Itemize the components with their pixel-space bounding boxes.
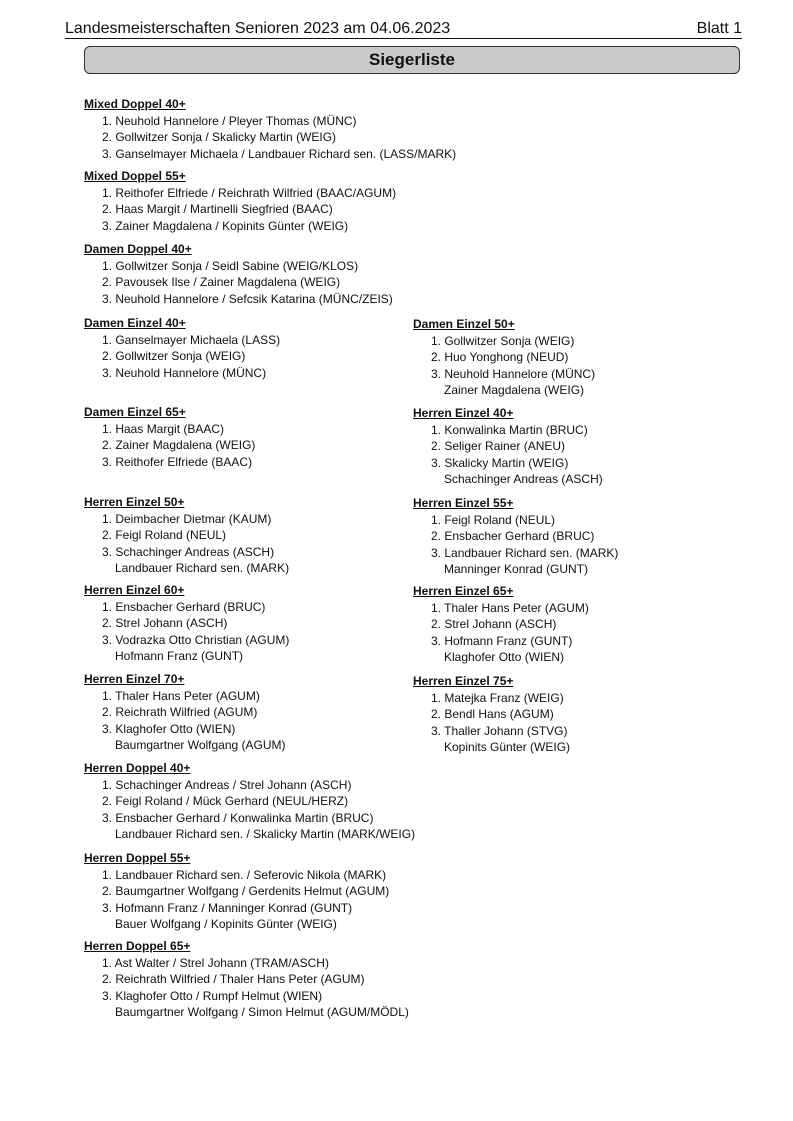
list-item: 2. Zainer Magdalena (WEIG) [102, 438, 256, 452]
list-item: Kopinits Günter (WEIG) [444, 740, 571, 754]
section-mixed-doppel-40 [84, 96, 456, 162]
list-item: 2. Huo Yonghong (NEUD) [431, 350, 569, 364]
section-herren-einzel-65 [413, 583, 589, 666]
section-herren-doppel-40 [84, 760, 415, 843]
section-title: Damen Einzel 50+ [413, 317, 515, 331]
list-item: Schachinger Andreas (ASCH) [444, 472, 603, 486]
list-item: 1. Landbauer Richard sen. / Seferovic Nikola (MARK) [102, 867, 387, 882]
list-item: Zainer Magdalena (WEIG) [444, 383, 585, 397]
section-title: Damen Doppel 40+ [84, 242, 192, 256]
list-item: 3. Ensbacher Gerhard / Konwalinka Martin (BRUC) [102, 810, 374, 825]
list-item: 2. Bendl Hans (AGUM) [431, 707, 554, 721]
section-title: Herren Einzel 50+ [84, 495, 185, 509]
list-item: 3. Hofmann Franz (GUNT) [431, 633, 573, 648]
section-title: Damen Einzel 65+ [84, 405, 186, 419]
list-item: 1. Ensbacher Gerhard (BRUC) [102, 599, 266, 614]
list-item: 2. Strel Johann (ASCH) [431, 617, 557, 631]
list-item: 1. Deimbacher Dietmar (KAUM) [102, 511, 272, 526]
section-herren-doppel-65 [84, 938, 409, 1021]
section-herren-doppel-55 [84, 850, 389, 933]
list-item: 1. Schachinger Andreas / Strel Johann (ASCH) [102, 777, 352, 792]
list-item: 1. Gollwitzer Sonja (WEIG) [431, 333, 575, 348]
list-item: 3. Reithofer Elfriede (BAAC) [102, 454, 253, 469]
section-herren-einzel-75 [413, 673, 570, 756]
list-item: 1. Feigl Roland (NEUL) [431, 512, 556, 527]
section-herren-einzel-55 [413, 495, 618, 578]
list-item: 3. Hofmann Franz / Manninger Konrad (GUNT) [102, 900, 353, 915]
winners-list-banner [84, 46, 740, 74]
list-item: 3. Thaller Johann (STVG) [431, 723, 568, 738]
list-item: 2. Feigl Roland (NEUL) [102, 528, 227, 542]
list-item: 2. Seliger Rainer (ANEU) [431, 439, 566, 453]
list-item: 1. Thaler Hans Peter (AGUM) [102, 688, 260, 703]
list-item: 3. Neuhold Hannelore / Sefcsik Katarina (MÜNC/ZEIS) [102, 291, 393, 306]
list-item: 2. Reichrath Wilfried / Thaler Hans Peter (AGUM) [102, 972, 365, 986]
list-item: 2. Baumgartner Wolfgang / Gerdenits Helmut (AGUM) [102, 884, 390, 898]
list-item: 3. Ganselmayer Michaela / Landbauer Richard sen. (LASS/MARK) [102, 146, 457, 161]
list-item: 1. Gollwitzer Sonja / Seidl Sabine (WEIG/KLOS) [102, 258, 359, 273]
list-item: 1. Matejka Franz (WEIG) [431, 690, 564, 705]
list-item: Klaghofer Otto (WIEN) [444, 650, 565, 664]
list-item: Bauer Wolfgang / Kopinits Günter (WEIG) [115, 917, 337, 931]
list-item: 1. Konwalinka Martin (BRUC) [431, 422, 588, 437]
section-damen-doppel-40 [84, 241, 393, 307]
section-mixed-doppel-55 [84, 168, 396, 234]
list-item: 3. Vodrazka Otto Christian (AGUM) [102, 632, 290, 647]
section-damen-einzel-50 [413, 316, 595, 399]
section-title: Herren Einzel 70+ [84, 672, 185, 686]
section-damen-einzel-65 [84, 404, 255, 470]
page-header [65, 20, 742, 39]
section-title: Herren Einzel 60+ [84, 583, 185, 597]
list-item: 2. Feigl Roland / Mück Gerhard (NEUL/HERZ) [102, 794, 349, 808]
section-herren-einzel-60 [84, 582, 289, 665]
section-title: Herren Einzel 40+ [413, 406, 514, 420]
sheet-number: Blatt 1 [696, 20, 742, 37]
list-item: Landbauer Richard sen. / Skalicky Martin (MARK/WEIG) [115, 827, 416, 841]
list-item: 3. Klaghofer Otto (WIEN) [102, 721, 236, 736]
list-item: Baumgartner Wolfgang / Simon Helmut (AGUM/MÖDL) [115, 1005, 409, 1019]
section-herren-einzel-40 [413, 405, 603, 488]
section-title: Mixed Doppel 55+ [84, 169, 186, 183]
section-title: Herren Doppel 55+ [84, 851, 191, 865]
list-item: 1. Ganselmayer Michaela (LASS) [102, 332, 281, 347]
list-item: Manninger Konrad (GUNT) [444, 562, 589, 576]
list-item: 3. Zainer Magdalena / Kopinits Günter (WEIG) [102, 218, 349, 233]
list-item: 3. Klaghofer Otto / Rumpf Helmut (WIEN) [102, 988, 323, 1003]
list-item: 2. Gollwitzer Sonja (WEIG) [102, 349, 246, 363]
list-item: 2. Haas Margit / Martinelli Siegfried (BAAC) [102, 202, 333, 216]
list-item: Hofmann Franz (GUNT) [115, 649, 244, 663]
list-item: 2. Reichrath Wilfried (AGUM) [102, 705, 258, 719]
list-item: 3. Skalicky Martin (WEIG) [431, 455, 569, 470]
section-title: Herren Doppel 65+ [84, 939, 191, 953]
document-title: Landesmeisterschaften Senioren 2023 am 04.06.2023 [65, 20, 451, 37]
section-title: Mixed Doppel 40+ [84, 97, 186, 111]
list-item: 2. Ensbacher Gerhard (BRUC) [431, 529, 595, 543]
section-title: Herren Einzel 75+ [413, 674, 514, 688]
list-item: 3. Neuhold Hannelore (MÜNC) [431, 366, 596, 381]
section-herren-einzel-70 [84, 671, 286, 754]
list-item: 1. Neuhold Hannelore / Pleyer Thomas (MÜNC) [102, 113, 357, 128]
section-title: Herren Doppel 40+ [84, 761, 191, 775]
list-item: 1. Haas Margit (BAAC) [102, 421, 225, 436]
list-item: 1. Reithofer Elfriede / Reichrath Wilfried (BAAC/AGUM) [102, 185, 397, 200]
section-herren-einzel-50 [84, 494, 289, 577]
list-item: 3. Schachinger Andreas (ASCH) [102, 544, 275, 559]
list-item: 2. Gollwitzer Sonja / Skalicky Martin (WEIG) [102, 130, 337, 144]
banner-title: Siegerliste [369, 50, 455, 69]
list-item: 2. Strel Johann (ASCH) [102, 616, 228, 630]
section-title: Herren Einzel 55+ [413, 496, 514, 510]
list-item: Landbauer Richard sen. (MARK) [115, 561, 290, 575]
list-item: 2. Pavousek Ilse / Zainer Magdalena (WEIG) [102, 275, 341, 289]
section-title: Damen Einzel 40+ [84, 316, 186, 330]
list-item: Baumgartner Wolfgang (AGUM) [115, 738, 286, 752]
section-title: Herren Einzel 65+ [413, 584, 514, 598]
list-item: 3. Landbauer Richard sen. (MARK) [431, 545, 619, 560]
list-item: 3. Neuhold Hannelore (MÜNC) [102, 365, 267, 380]
section-damen-einzel-40 [84, 315, 280, 381]
list-item: 1. Thaler Hans Peter (AGUM) [431, 600, 589, 615]
list-item: 1. Ast Walter / Strel Johann (TRAM/ASCH) [102, 955, 329, 970]
